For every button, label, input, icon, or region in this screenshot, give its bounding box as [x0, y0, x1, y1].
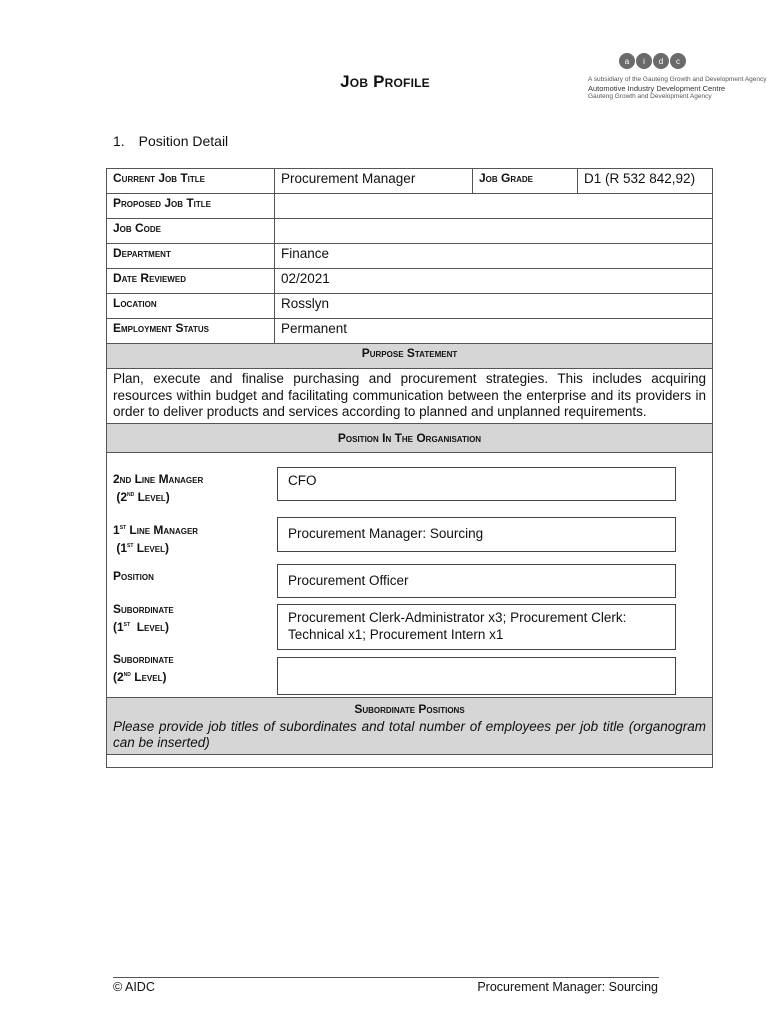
subordinate-second-level-label: Subordinate (2nd Level) — [113, 651, 174, 684]
table-row — [107, 754, 713, 767]
subordinate-second-level-box — [277, 657, 676, 695]
table-row — [107, 194, 713, 219]
current-job-title-label: Current Job Title — [107, 169, 275, 194]
job-code-value — [275, 219, 713, 244]
svg-text:d: d — [658, 57, 664, 66]
position-label: Position — [113, 568, 154, 583]
svg-text:a: a — [624, 57, 630, 66]
subordinate-positions-entry — [107, 754, 713, 767]
table-row — [107, 269, 713, 294]
aidc-logo — [588, 50, 767, 104]
second-line-manager-box: CFO — [277, 467, 676, 501]
table-row — [107, 452, 713, 697]
subordinate-first-level-box: Procurement Clerk-Administrator x3; Procurement Clerk: Technical x1; Procurement Intern x1 — [277, 604, 676, 650]
employment-status-value: Permanent — [275, 319, 713, 344]
purpose-statement-heading: Purpose Statement — [107, 344, 713, 369]
job-grade-label: Job Grade — [473, 169, 578, 194]
current-job-title-value: Procurement Manager — [275, 169, 473, 194]
department-label: Department — [107, 244, 275, 269]
department-value: Finance — [275, 244, 713, 269]
footer-divider — [113, 977, 659, 978]
section-heading: 1. Position Detail — [113, 133, 229, 149]
first-line-manager-label: 1st Line Manager (1st Level) — [113, 522, 199, 555]
date-reviewed-value: 02/2021 — [275, 269, 713, 294]
footer-copyright: © AIDC — [113, 980, 155, 994]
table-row — [107, 423, 713, 452]
proposed-job-title-value — [275, 194, 713, 219]
proposed-job-title-label: Proposed Job Title — [107, 194, 275, 219]
location-label: Location — [107, 294, 275, 319]
subordinate-first-level-label: Subordinate (1st Level) — [113, 601, 174, 634]
table-row — [107, 219, 713, 244]
subordinate-positions-instruction: Please provide job titles of subordinates and total number of employees per job title (organogram can be inserted) — [113, 718, 706, 750]
employment-status-label: Employment Status — [107, 319, 275, 344]
date-reviewed-label: Date Reviewed — [107, 269, 275, 294]
table-row — [107, 294, 713, 319]
organisation-chart — [107, 453, 712, 697]
subordinate-positions-heading: Subordinate Positions — [354, 701, 465, 716]
logo-line-1: A subsidiary of the Gauteng Growth and Development Agency — [588, 76, 767, 83]
position-box: Procurement Officer — [277, 564, 676, 598]
organisation-heading: Position In The Organisation — [107, 423, 713, 452]
logo-line-3: Gauteng Growth and Development Agency — [588, 93, 712, 100]
job-grade-value: D1 (R 532 842,92) — [578, 169, 713, 194]
first-line-manager-box: Procurement Manager: Sourcing — [277, 517, 676, 552]
table-row — [107, 319, 713, 344]
page-title: Job Profile — [340, 72, 430, 91]
logo-icon — [618, 50, 688, 72]
svg-text:i: i — [643, 57, 645, 66]
second-line-manager-label: 2nd Line Manager (2nd Level) — [113, 471, 204, 504]
job-code-label: Job Code — [107, 219, 275, 244]
logo-line-2: Automotive Industry Development Centre — [588, 84, 726, 93]
table-row — [107, 369, 713, 424]
svg-text:c: c — [676, 57, 680, 66]
location-value: Rosslyn — [275, 294, 713, 319]
job-profile-table — [106, 168, 713, 768]
table-row — [107, 244, 713, 269]
table-row — [107, 344, 713, 369]
table-row — [107, 697, 713, 754]
table-row — [107, 169, 713, 194]
footer-document-title: Procurement Manager: Sourcing — [477, 980, 658, 994]
subordinate-positions-cell — [107, 697, 713, 754]
purpose-statement-text: Plan, execute and finalise purchasing and procurement strategies. This includes acquiring resources within budget and facilitating communication between the enterprise and its providers in order to deliver products and services according to planned and unplanned requirements. — [107, 369, 713, 424]
